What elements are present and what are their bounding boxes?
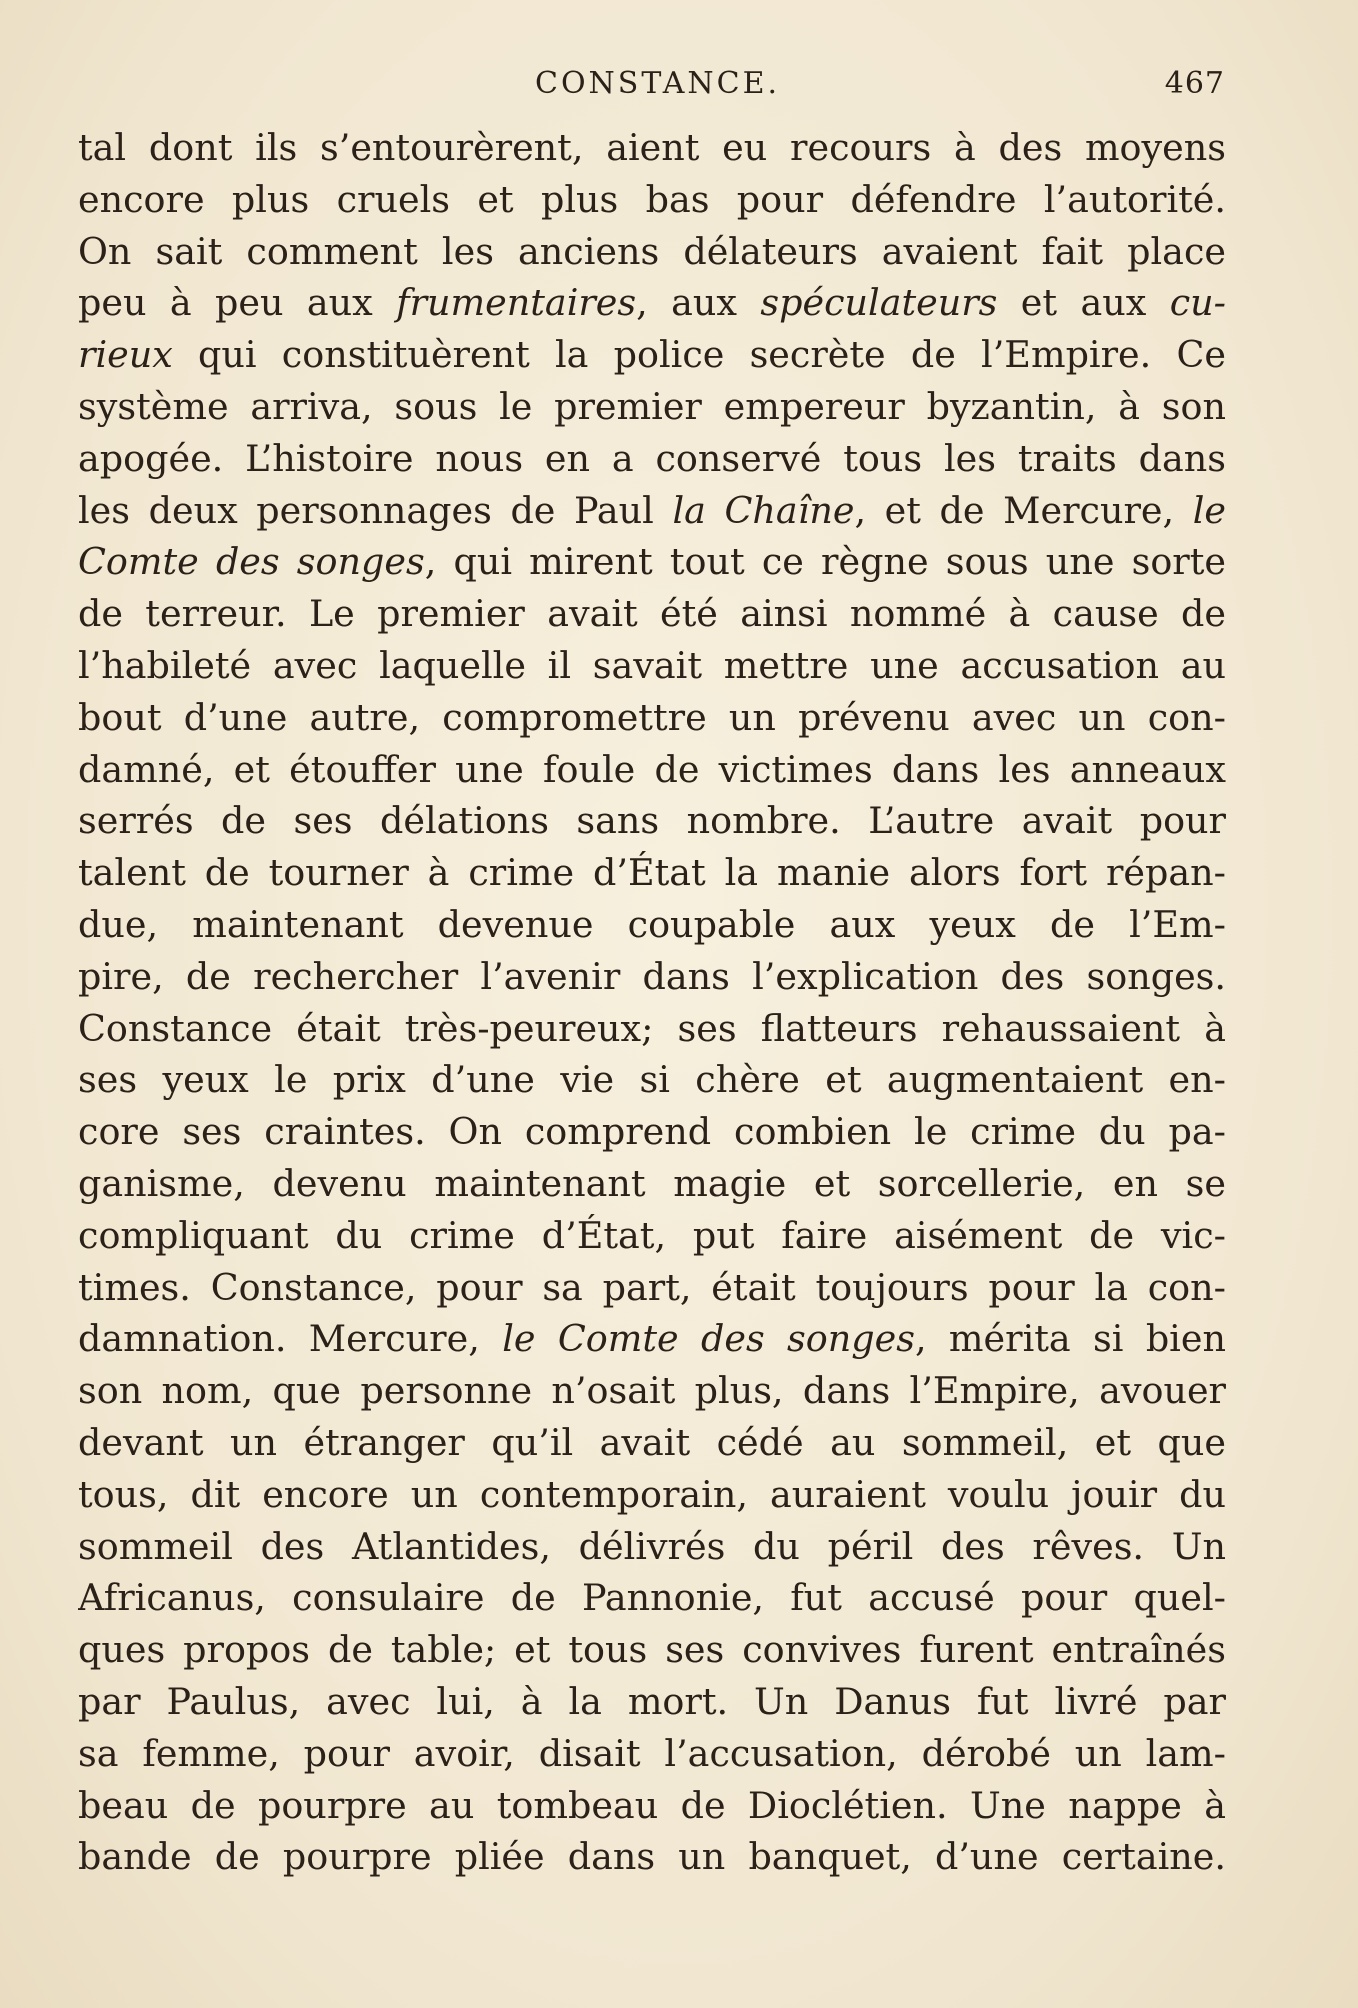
text-run: bout d’une autre, compromettre un prévenu avec un con- bbox=[78, 695, 1226, 739]
text-run: sa femme, pour avoir, disait l’accusation, dérobé un lam- bbox=[78, 1731, 1226, 1775]
text-line bbox=[78, 899, 1226, 951]
text-line bbox=[78, 381, 1226, 433]
text-run: , aux bbox=[636, 281, 761, 325]
text-run: et aux bbox=[997, 281, 1170, 325]
text-line bbox=[78, 1676, 1226, 1728]
text-line bbox=[78, 1262, 1226, 1314]
text-run: , qui mirent tout ce règne sous une sorte bbox=[424, 540, 1226, 584]
text-run: encore plus cruels et plus bas pour défendre l’autorité. bbox=[78, 177, 1226, 221]
text-run: apogée. L’histoire nous en a conservé tous les traits dans bbox=[78, 436, 1226, 480]
text-run: système arriva, sous le premier empereur byzantin, à son bbox=[78, 384, 1226, 428]
text-run: serrés de ses délations sans nombre. L’autre avait pour bbox=[78, 799, 1226, 843]
text-run: de terreur. Le premier avait été ainsi nommé à cause de bbox=[78, 592, 1226, 636]
text-line bbox=[78, 1780, 1226, 1832]
italic-text: le bbox=[1192, 488, 1226, 532]
text-line bbox=[78, 1417, 1226, 1469]
text-run: devant un étranger qu’il avait cédé au sommeil, et que bbox=[78, 1420, 1226, 1464]
text-line bbox=[78, 485, 1226, 537]
text-line bbox=[78, 744, 1226, 796]
text-line bbox=[78, 1365, 1226, 1417]
italic-text: frumentaires bbox=[396, 281, 637, 325]
text-run: qui constituèrent la police secrète de l’Empire. Ce bbox=[172, 333, 1226, 377]
body-text bbox=[78, 122, 1226, 1883]
page-number: 467 bbox=[1164, 66, 1225, 101]
text-run: les deux personnages de Paul bbox=[78, 488, 673, 532]
text-line bbox=[78, 1106, 1226, 1158]
text-line bbox=[78, 1313, 1226, 1365]
text-line bbox=[78, 1158, 1226, 1210]
text-run: On sait comment les anciens délateurs avaient fait place bbox=[78, 229, 1226, 273]
text-run: son nom, que personne n’osait plus, dans l’Empire, avouer bbox=[78, 1369, 1226, 1413]
text-line bbox=[78, 1624, 1226, 1676]
text-run: Africanus, consulaire de Pannonie, fut accusé pour quel- bbox=[78, 1576, 1226, 1620]
text-run: talent de tourner à crime d’État la manie alors fort répan- bbox=[78, 851, 1226, 895]
text-line bbox=[78, 277, 1226, 329]
text-line bbox=[78, 1572, 1226, 1624]
text-line bbox=[78, 795, 1226, 847]
italic-text: spéculateurs bbox=[760, 281, 998, 325]
italic-text: Comte des songes bbox=[78, 540, 425, 584]
text-line bbox=[78, 1003, 1226, 1055]
text-run: damnation. Mercure, bbox=[78, 1317, 503, 1361]
text-run: l’habileté avec laquelle il savait mettre une accusation au bbox=[78, 643, 1226, 687]
text-line bbox=[78, 536, 1226, 588]
text-line bbox=[78, 433, 1226, 485]
text-line bbox=[78, 1831, 1226, 1883]
text-run: compliquant du crime d’État, put faire aisément de vic- bbox=[78, 1213, 1226, 1257]
text-run: beau de pourpre au tombeau de Dioclétien. Une nappe à bbox=[78, 1783, 1226, 1827]
text-line bbox=[78, 1521, 1226, 1573]
text-run: tal dont ils s’entourèrent, aient eu recours à des moyens bbox=[78, 126, 1226, 169]
text-run: sommeil des Atlantides, délivrés du péril des rêves. Un bbox=[78, 1524, 1226, 1568]
running-head bbox=[90, 62, 1225, 108]
text-run: bande de pourpre pliée dans un banquet, d’une certaine. bbox=[78, 1835, 1226, 1879]
text-run: Constance était très-peureux; ses flatteurs rehaussaient à bbox=[78, 1006, 1226, 1050]
text-run: ganisme, devenu maintenant magie et sorcellerie, en se bbox=[78, 1161, 1226, 1205]
text-line bbox=[78, 226, 1226, 278]
text-run: due, maintenant devenue coupable aux yeux de l’Em- bbox=[78, 902, 1226, 946]
text-line bbox=[78, 1054, 1226, 1106]
text-line bbox=[78, 1728, 1226, 1780]
text-run: ques propos de table; et tous ses convives furent entraînés bbox=[78, 1628, 1226, 1672]
text-run: par Paulus, avec lui, à la mort. Un Danus fut livré par bbox=[78, 1679, 1226, 1723]
text-line bbox=[78, 951, 1226, 1003]
italic-text: la Chaîne bbox=[672, 488, 855, 532]
italic-text: le Comte des songes bbox=[502, 1317, 915, 1361]
text-run: tous, dit encore un contemporain, auraient voulu jouir du bbox=[78, 1472, 1226, 1516]
text-run: , mérita si bien bbox=[914, 1317, 1226, 1361]
text-line bbox=[78, 1210, 1226, 1262]
text-line bbox=[78, 122, 1226, 174]
text-line bbox=[78, 847, 1226, 899]
text-run: peu à peu aux bbox=[78, 281, 397, 325]
running-title: CONSTANCE. bbox=[534, 66, 781, 101]
text-line bbox=[78, 640, 1226, 692]
text-run: damné, et étouffer une foule de victimes dans les anneaux bbox=[78, 747, 1226, 791]
text-run: times. Constance, pour sa part, était toujours pour la con- bbox=[78, 1265, 1226, 1309]
text-line bbox=[78, 174, 1226, 226]
text-run: core ses craintes. On comprend combien le crime du pa- bbox=[78, 1110, 1226, 1154]
text-run: ses yeux le prix d’une vie si chère et augmentaient en- bbox=[78, 1058, 1226, 1102]
italic-text: cu- bbox=[1169, 281, 1226, 325]
text-run: pire, de rechercher l’avenir dans l’explication des songes. bbox=[78, 954, 1226, 998]
text-line bbox=[78, 692, 1226, 744]
text-line bbox=[78, 1469, 1226, 1521]
text-line bbox=[78, 588, 1226, 640]
text-run: , et de Mercure, bbox=[854, 488, 1193, 532]
text-line bbox=[78, 329, 1226, 381]
italic-text: rieux bbox=[78, 333, 173, 377]
